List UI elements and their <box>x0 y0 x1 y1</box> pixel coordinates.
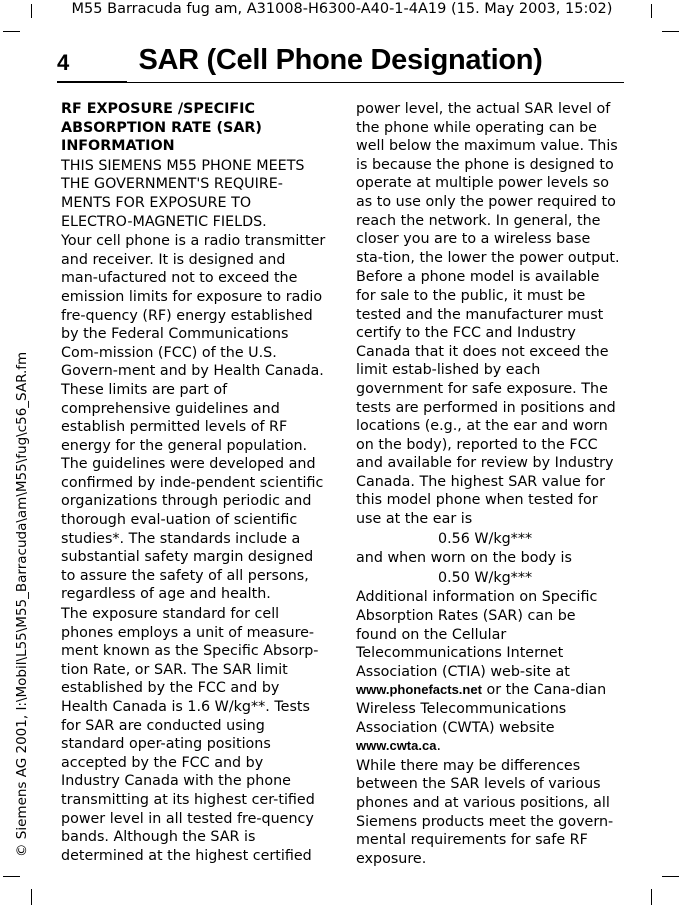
crop-mark <box>651 889 652 905</box>
body-intro: and when worn on the body is <box>356 550 572 567</box>
sar-body-value: 0.50 W/kg*** <box>438 569 533 586</box>
cwta-link[interactable]: www.cwta.ca <box>356 738 437 754</box>
left-column <box>61 100 326 866</box>
text-run: . <box>436 738 441 755</box>
crop-mark <box>662 31 679 32</box>
text-run: or the Cana-dian Wireless Telecommunications Association (CWTA) website <box>356 682 607 736</box>
crop-mark <box>662 876 679 877</box>
file-header: M55 Barracuda fug am, A31008-H6300-A40-1-4A19 (15. May 2003, 15:02) <box>71 1 613 17</box>
phonefacts-link[interactable]: www.phonefacts.net <box>356 682 482 698</box>
paragraph: Before a phone model is available for sale to the public, it must be tested and the manufacturer must certify to the FCC and Industry Canada that it does not exceed the limit estab-lished by each government for safe exposure. The tests are performed in positions and locations (e.g., at the ear and worn on the body), reported to the FCC and available for review by Industry Canada. The highest SAR value for this model phone when tested for use at the ear is <box>356 269 616 528</box>
right-column <box>356 100 621 869</box>
paragraph: Your cell phone is a radio transmitter and receiver. It is designed and man-ufactured not to exceed the emission limits for exposure to radio fre-quency (RF) energy established by the Federal Communications Com-mission (FCC) of the U.S. Govern-ment and by Health Canada. These limits are part of comprehensive guidelines and establish permitted levels of RF energy for the general population. The guidelines were developed and confirmed by inde-pendent scientific organizations through periodic and thorough eval-uation of scientific studies*. The standards include a substantial safety margin designed to assure the safety of all persons, regardless of age and health. <box>61 233 326 603</box>
crop-mark <box>651 4 652 18</box>
text-run: Additional information on Specific Absorption Rates (SAR) can be found on the Cellular Telecommunications Internet Association (CTIA) web-site at <box>356 589 598 680</box>
page-title: SAR (Cell Phone Designation) <box>138 44 543 76</box>
caps-paragraph: THIS SIEMENS M55 PHONE MEETS THE GOVERNMENT'S REQUIRE-MENTS FOR EXPOSURE TO ELECTRO-MAGNETIC FIELDS. <box>61 157 305 230</box>
paragraph: While there may be differences between the SAR levels of various phones and at various positions, all Siemens products meet the govern-mental requirements for safe RF exposure. <box>356 757 614 867</box>
paragraph: power level, the actual SAR level of the phone while operating can be well below the maximum value. This is because the phone is designed to operate at multiple power levels so as to use only the power required to reach the network. In general, the closer you are to a wireless base sta-tion, the lower the power output. <box>356 101 620 266</box>
page-number: 4 <box>57 50 70 75</box>
paragraph: The exposure standard for cell phones employs a unit of measure-ment known as the Specific Absorp-tion Rate, or SAR. The SAR limit established by the FCC and by Health Canada is 1.6 W/kg**. Tests for SAR are conducted using standard oper-ating positions accepted by the FCC and by Industry Canada with the phone transmitting at its highest cer-tified power level in all tested fre-quency bands. Although the SAR is determined at the highest certified <box>61 606 319 864</box>
crop-mark <box>3 876 20 877</box>
crop-mark <box>31 4 32 18</box>
title-rule <box>57 82 624 83</box>
paragraph-links <box>356 588 621 755</box>
crop-mark <box>3 31 20 32</box>
crop-mark <box>31 889 32 905</box>
copyright-sidebar: © Siemens AG 2001, I:\Mobil\L55\M55_Barracuda\am\M55\fug\c56_SAR.fm <box>14 351 30 857</box>
section-heading: RF EXPOSURE /SPECIFIC ABSORPTION RATE (SAR) INFORMATION <box>61 101 262 155</box>
sar-ear-value: 0.56 W/kg*** <box>438 530 533 547</box>
